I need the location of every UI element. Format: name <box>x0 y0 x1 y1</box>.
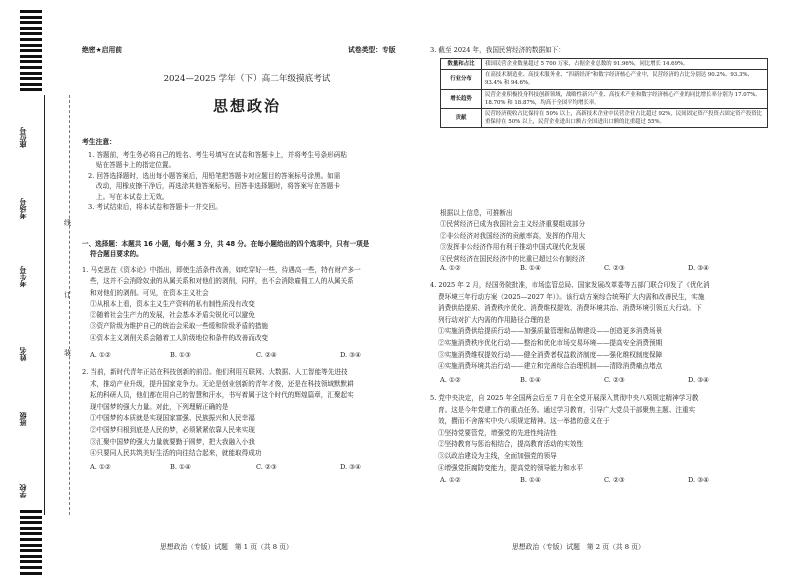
exam-title: 2024—2025 学年（下）高二年级摸底考试 <box>163 74 331 84</box>
barcode-stripe <box>20 55 42 58</box>
barcode-stripe <box>20 510 42 513</box>
question-stem: 效，攒而不舍落实中央八项规定精神。这一举措的意义在于 <box>438 417 610 426</box>
barcode-stripe <box>20 527 42 530</box>
question-3-body <box>440 208 770 265</box>
question-5 <box>430 393 770 474</box>
notice-line: 1. 答题前，考生务必将自己的姓名、考生号填写在试卷和答题卡上，并将考生号条形码粘 <box>88 151 347 159</box>
page-footer-right: 思想政治（专版）试题 第 2 页（共 8 页） <box>512 543 645 551</box>
question-stem: 消费供给提质、消费秩序优化、消费维权提效、消费环境共治、消费环境引领五大行动。下 <box>438 304 702 313</box>
option-a[interactable]: A. ①② <box>440 264 461 272</box>
question-1 <box>82 265 416 344</box>
page-footer-left: 思想政治（专版）试题 第 1 页（共 8 页） <box>160 543 293 551</box>
statement: ②坚持教育与惩治相结合，提高教育活动的实效性 <box>438 440 584 449</box>
table-row <box>441 89 768 108</box>
option-a[interactable]: A. ①② <box>90 351 111 359</box>
statement: ③发挥非公经济作用有利于推动中国式现代化发展 <box>440 243 586 252</box>
barcode-stripe <box>20 538 42 541</box>
barcode-stripe <box>20 21 42 24</box>
question-stem: 4. 2025 年 2 月，经国务院批准，市场监管总局、国家发展改革委等五部门联合印发了《优化消 <box>430 281 710 289</box>
statement: ③汇聚中国梦的强大力量就要勤于圆梦，把大我融入小我 <box>90 437 255 446</box>
row-key: 贡献 <box>441 109 482 128</box>
strip-border <box>44 95 45 515</box>
option-c[interactable]: C. ②④ <box>256 351 277 359</box>
school-label: 学校 <box>19 484 27 498</box>
paper-type: 试卷类型：专版 <box>348 46 396 54</box>
option-c[interactable]: C. ②③ <box>256 463 277 471</box>
notice-title: 考生注意： <box>82 138 116 146</box>
option-a[interactable]: A. ①② <box>440 376 461 384</box>
statement: ④只要同人民共筑美好生活的向往结合起来，就能取得成功 <box>90 449 262 458</box>
option-b[interactable]: B. ①③ <box>170 351 191 359</box>
option-c[interactable]: C. ②③ <box>604 476 625 484</box>
question-stem: 术，推动产业升级，提升国家竞争力。无论是创业创新的青年才俊，还是在科技领域默默耕 <box>90 379 354 388</box>
row-key: 行业分布 <box>441 70 482 89</box>
mark-ding: 订 <box>64 291 71 299</box>
option-b[interactable]: B. ①④ <box>520 264 541 272</box>
statement: ①实施消费供给提质行动——加强质量管理和品牌建设——创造更多消费场景 <box>438 327 663 336</box>
barcode-stripe <box>20 72 42 75</box>
q3-intro: 3. 截至 2024 年，我国民营经济的数据如下： <box>430 46 565 54</box>
question-stem: 费环境三年行动方案（2025—2027 年）》。该行动方案综合统筹扩大内需和改善民生，实施 <box>438 292 705 301</box>
barcode-stripe <box>20 521 42 524</box>
question-stem: 些，这并不会消除奴隶的从属关系和对他们的剥削，同样，也不会消除雇佣工人的从属关系 <box>90 277 354 286</box>
statement: ①坚持党要管党，增强党的先进性纯洁性 <box>438 428 557 437</box>
section-line: 符合题目要求的。 <box>90 250 143 259</box>
barcode-stripe <box>20 572 42 575</box>
barcode-stripe <box>20 32 42 35</box>
statement: ③以政治建设为主线，全面加强党的领导 <box>438 451 557 460</box>
question-stem: 耘的科研人员，他们都在用自己的智慧和汗水，书写着属于这个时代的辉煌篇章，汇聚起实 <box>90 391 354 400</box>
section-line: 一、选择题：本题共 16 小题，每小题 3 分，共 48 分。在每小题给出的四个选项中，只有一项是 <box>82 240 370 248</box>
option-a[interactable]: A. ①② <box>90 463 111 471</box>
option-b[interactable]: B. ①④ <box>170 463 191 471</box>
statement: ④民营经济在国民经济中的比重已超过公有制经济 <box>440 254 586 263</box>
statement: ④实施消费环境共治行动——建立和完善综合治理机制——清除消费痛点堵点 <box>438 362 663 371</box>
option-b[interactable]: B. ①④ <box>520 376 541 384</box>
notice-line: 3. 考试结束后，将本试卷和答题卡一并交回。 <box>88 203 222 212</box>
barcode-stripe <box>20 77 42 80</box>
statement: ②中国梦归根到底是人民的梦，必须紧紧依靠人民来实现 <box>90 425 255 434</box>
economy-data-table <box>440 58 768 128</box>
question-2 <box>82 367 416 460</box>
option-c[interactable]: C. ②③ <box>604 264 625 272</box>
exam-no-label: 考生号 <box>19 266 27 287</box>
barcode-stripe <box>20 44 42 47</box>
row-value: 在高技术制造业、高技术服务业、“四新经济”和数字经济核心产业中，民营经济的占比分别达 90.2%、93.3%、93.4% 和 94.6%。 <box>482 70 768 89</box>
statement: ③资产阶级为维护自己的统治会采取一些缓和阶级矛盾的措施 <box>90 322 269 331</box>
statement: ②实施消费秩序优化行动——整治和优化市场交易环境——提高安全消费预期 <box>438 338 663 347</box>
question-stem: 现中国梦的强大力量。对此，下列理解正确的是 <box>90 402 229 411</box>
mark-xian: 线 <box>64 219 71 227</box>
barcode-stripe <box>20 66 42 69</box>
exam-room-label: 考场号 <box>19 198 27 219</box>
notice-line: 贴在答题卡上的指定位置。 <box>96 161 176 170</box>
row-value: 民营经济税收占比保持在 50% 以上，高新技术企业中民营企业占比超过 92%，民间固定资产投资占固定资产投资比重保持在 50% 以上，民营企业进出口额占全国进出口额的比重超过 55%。 <box>482 109 768 128</box>
class-label: 班级 <box>19 412 27 426</box>
option-d[interactable]: D. ③④ <box>340 351 362 359</box>
statement: ①从根本上看，资本主义生产资料的私有制性质没有改变 <box>90 299 255 308</box>
barcode-stripe <box>20 16 42 19</box>
option-a[interactable]: A. ①② <box>440 476 461 484</box>
statement: ①中国梦的本质就是实现国家富强、民族振兴和人民幸福 <box>90 414 255 423</box>
option-d[interactable]: D. ③④ <box>688 264 710 272</box>
row-value: 民营企业积极投身科技创新领域，战略性新兴产业、高技术产业和数字经济核心产业的同比增长率分别为 17.07%、18.70% 和 18.87%，均高于全国平均增长率。 <box>482 89 768 108</box>
mark-zhuang: 装 <box>64 349 71 357</box>
barcode-stripe <box>20 83 42 86</box>
statement: ④增强党拒腐防变能力，提高党的领导能力和水平 <box>438 463 584 472</box>
statement: ②非公经济对我国经济的贡献率高，发挥的作用大 <box>440 231 586 240</box>
barcode-stripe <box>20 10 42 13</box>
row-key: 增长趋势 <box>441 89 482 108</box>
question-stem: 1. 马克思在《资本论》中指出，即使生活条件改善，如吃穿好一些，待遇高一些，特有财产多一 <box>82 266 361 274</box>
seat-label: 座位号 <box>19 127 27 148</box>
question-stem: 育。这是今年党建工作的重点任务。通过学习教育，引导广大党员干部聚焦主题、注重实 <box>438 405 696 414</box>
row-value: 我国民营企业数量超过 5 700 万家，占据企业总数的 91.96%，同比增长 14.69%。 <box>482 59 768 70</box>
option-c[interactable]: C. ②③ <box>604 376 625 384</box>
statement: ③实施消费维权提效行动——健全消费者权益救济制度——强化维权制度保障 <box>438 350 663 359</box>
notice-list <box>88 150 410 212</box>
question-stem: 5. 党中央决定，自 2025 年全国两会后至 7 月在全党开展深入贯彻中央八项规定精神学习教 <box>430 394 699 402</box>
barcode-stripe <box>20 544 42 547</box>
table-row <box>441 59 768 70</box>
option-d[interactable]: D. ③④ <box>340 463 362 471</box>
barcode-stripe <box>20 49 42 52</box>
name-label: 姓名 <box>19 347 27 361</box>
secret-label: 绝密★启用前 <box>82 46 123 54</box>
notice-line: 2. 回答选择题时，选出每小题答案后，用铅笔把答题卡对应题目的答案标号涂黑。如需 <box>88 171 341 180</box>
option-d[interactable]: D. ③④ <box>688 376 710 384</box>
question-stem: 2. 当前，新时代青年正站在科技创新的前沿。他们利用互联网、大数据、人工智能等先进技 <box>82 368 348 376</box>
question-stem: 根据以上信息，可推断出 <box>440 209 513 217</box>
row-key: 数量和占比 <box>441 59 482 70</box>
barcode-stripe <box>20 27 42 30</box>
barcode-stripe <box>20 532 42 535</box>
barcode-stripe <box>20 560 42 563</box>
question-4 <box>430 280 770 373</box>
question-stem: 列行动对扩大内需的作用路径合理的是 <box>438 315 551 324</box>
subject-title: 思想政治 <box>212 97 281 115</box>
barcode-stripe <box>20 566 42 569</box>
barcode-stripe <box>20 549 42 552</box>
barcode-stripe <box>20 60 42 63</box>
statement: ①民营经济已成为我国社会主义经济重要组成部分 <box>440 220 586 229</box>
option-b[interactable]: B. ①④ <box>520 476 541 484</box>
barcode-stripe <box>20 88 42 91</box>
barcode-stripe <box>20 38 42 41</box>
barcode-stripe <box>20 516 42 519</box>
statement: ④资本主义剥削关系会随着工人阶级地位和条件的改善而改变 <box>90 333 269 342</box>
statement: ②随着社会生产力的发展，社会基本矛盾尖锐化可以避免 <box>90 311 255 320</box>
notice-line: 上。写在本试卷上无效。 <box>96 192 169 201</box>
section-heading <box>82 239 414 260</box>
option-d[interactable]: D. ③④ <box>688 476 710 484</box>
question-stem: 和对他们的剥削。可见，在资本主义社会 <box>90 288 209 297</box>
table-row <box>441 70 768 89</box>
barcode-stripe <box>20 555 42 558</box>
notice-line: 改动，用橡皮擦干净后，再选涂其他答案标号。回答非选择题时，将答案写在答题卡 <box>96 182 340 191</box>
cut-line <box>69 95 70 515</box>
table-row <box>441 109 768 128</box>
